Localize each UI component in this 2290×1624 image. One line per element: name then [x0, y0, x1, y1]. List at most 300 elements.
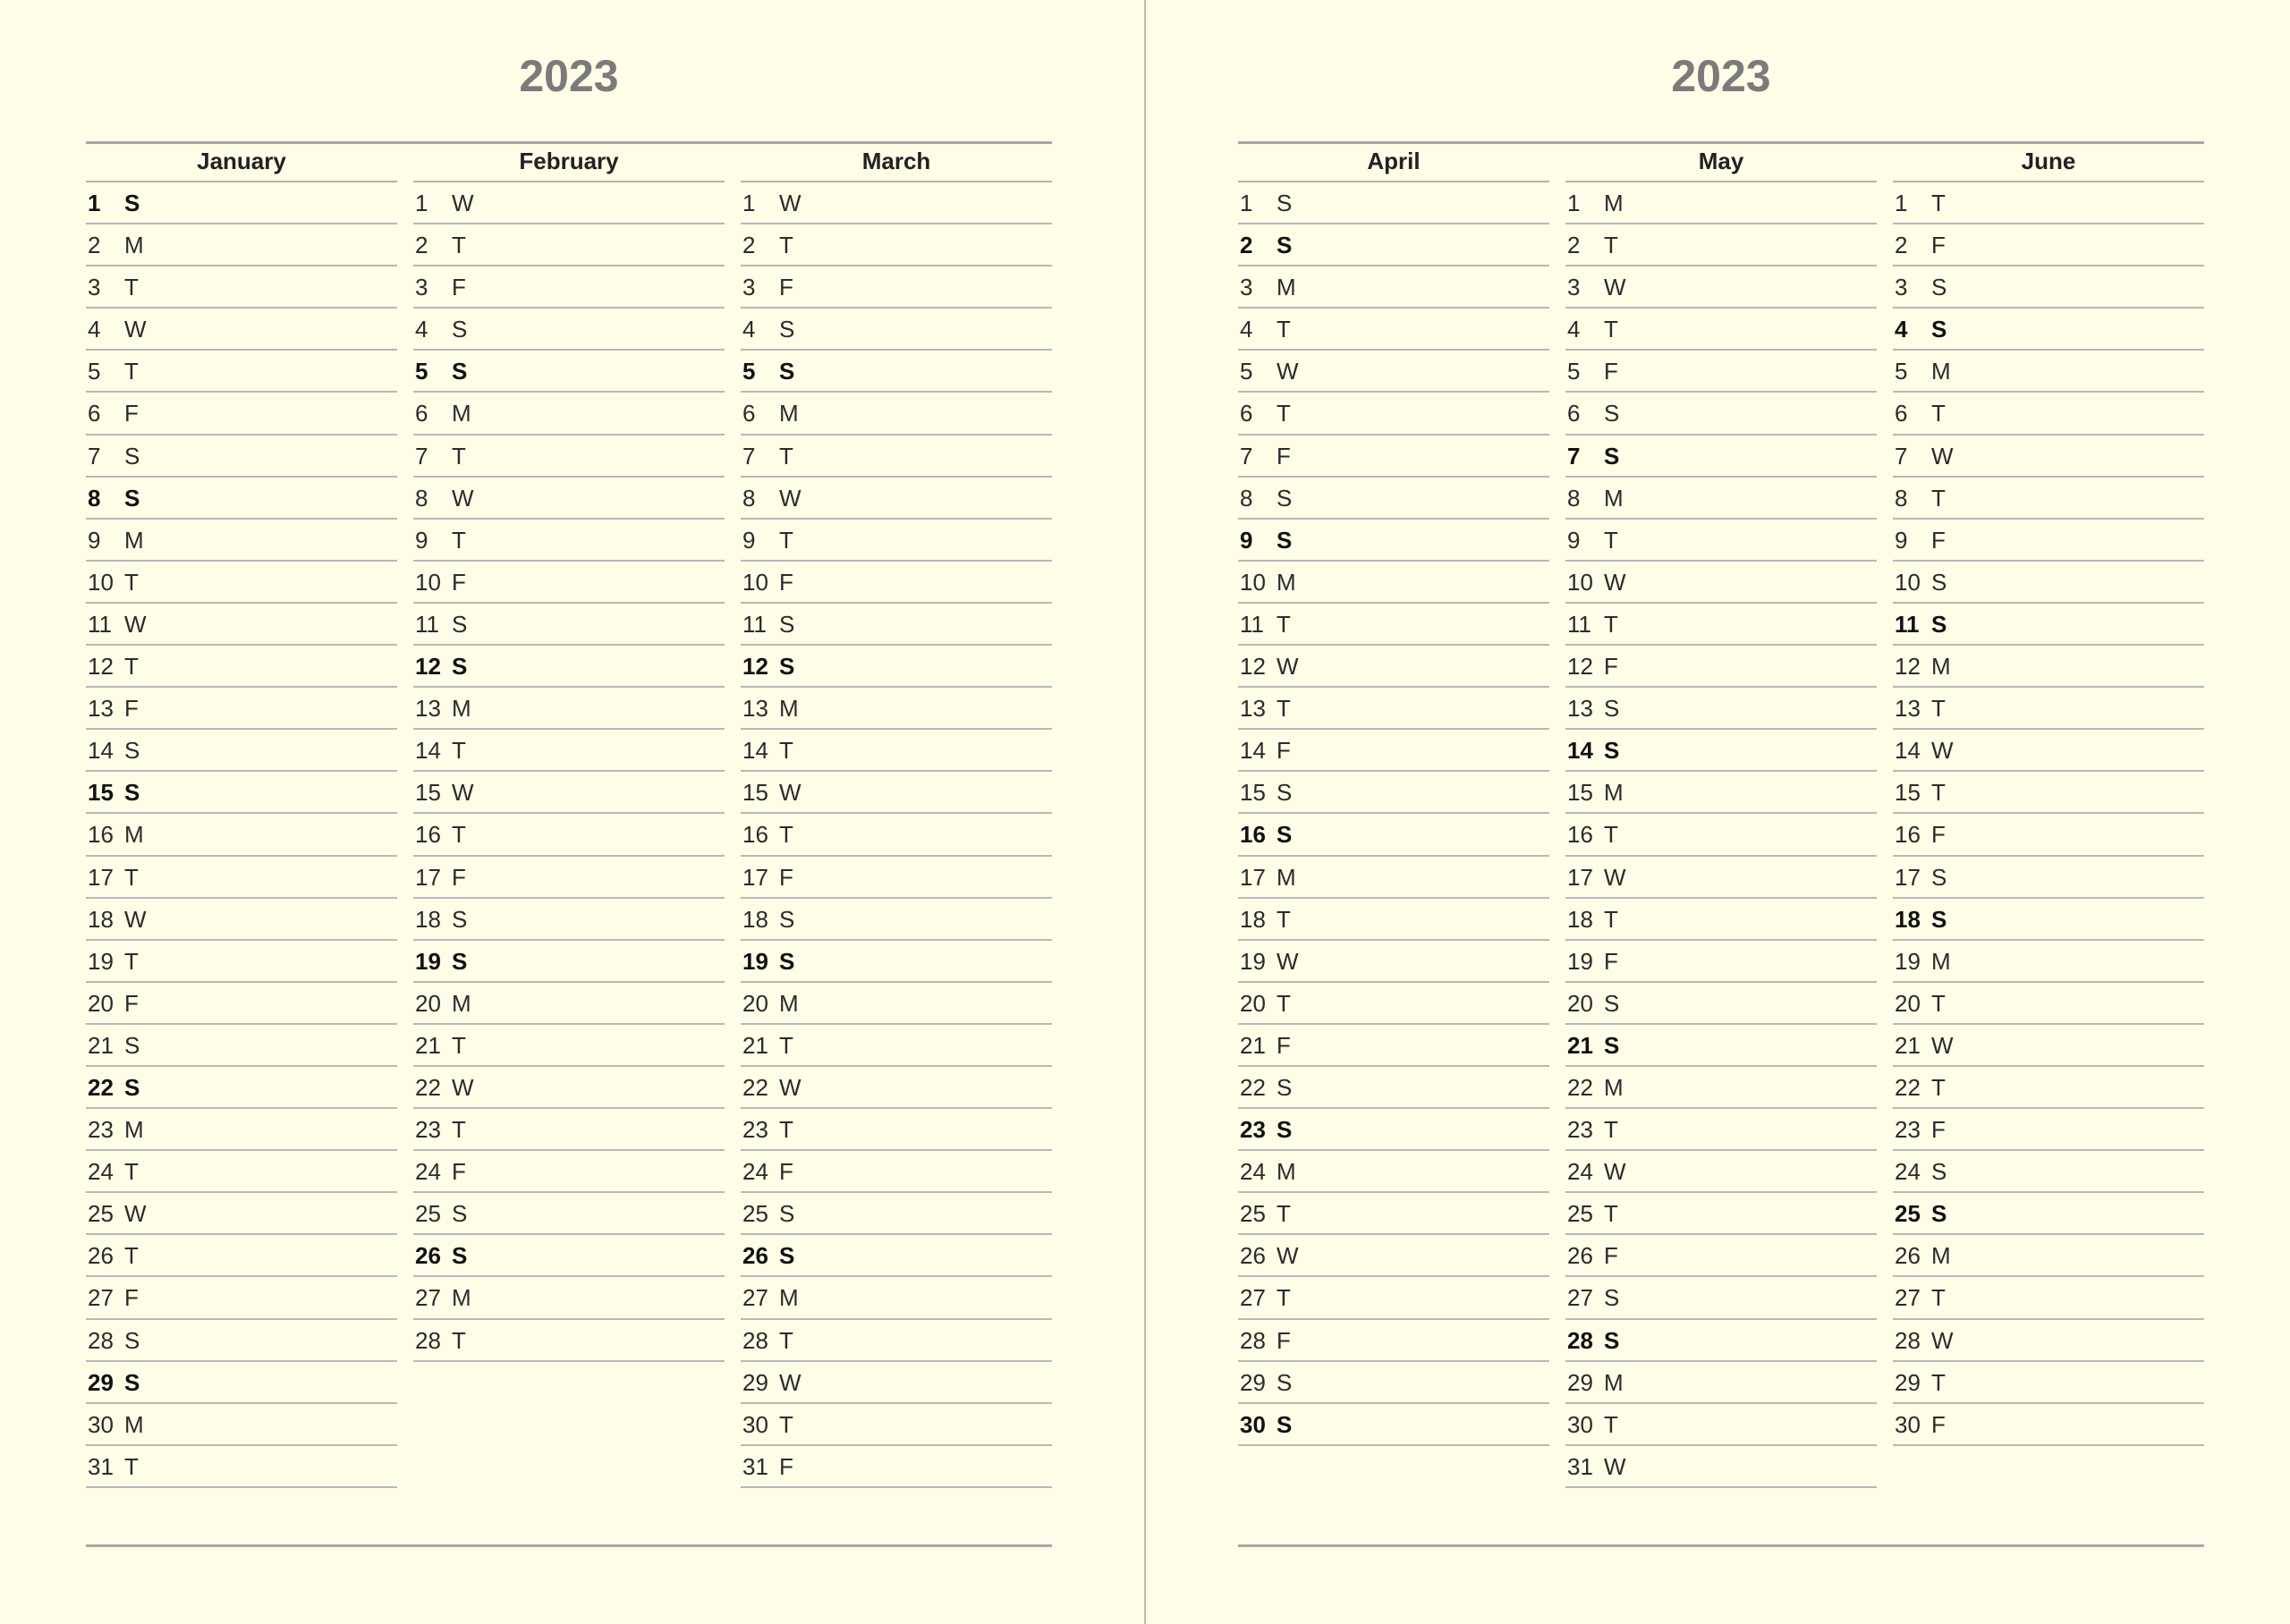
weekday-letter: T — [452, 526, 466, 554]
day-number: 21 — [88, 1031, 114, 1059]
weekday-letter: W — [1276, 653, 1299, 681]
day-list — [413, 182, 725, 1362]
weekday-letter: T — [1931, 989, 1946, 1017]
day-number: 1 — [1240, 190, 1253, 216]
day-row — [1565, 857, 1877, 899]
day-row — [1565, 562, 1877, 604]
day-row — [413, 393, 725, 435]
weekday-letter: S — [124, 190, 140, 216]
day-number: 27 — [415, 1284, 441, 1312]
day-number: 9 — [1895, 526, 1908, 554]
day-row — [1893, 351, 2204, 393]
weekday-letter: T — [1931, 1284, 1946, 1312]
day-number: 28 — [1240, 1326, 1266, 1354]
day-row — [413, 266, 725, 309]
year-title: 2023 — [519, 51, 619, 101]
day-number: 8 — [1567, 484, 1581, 512]
day-number: 21 — [1895, 1031, 1921, 1059]
day-row — [1238, 562, 1549, 604]
weekday-letter: S — [452, 1200, 468, 1228]
day-number: 5 — [415, 358, 428, 385]
day-number: 27 — [88, 1284, 114, 1312]
day-row — [1238, 1277, 1549, 1319]
day-row — [1238, 941, 1549, 983]
weekday-letter: T — [1276, 1200, 1291, 1228]
day-row — [413, 1277, 725, 1319]
weekday-letter: T — [1604, 1116, 1618, 1144]
day-row — [741, 857, 1052, 899]
day-number: 17 — [88, 863, 114, 891]
month-column-june — [1893, 144, 2204, 1446]
day-number: 8 — [1895, 484, 1908, 512]
weekday-letter: S — [779, 947, 795, 975]
day-row — [413, 1235, 725, 1277]
day-row — [1565, 1404, 1877, 1446]
day-number: 16 — [1895, 821, 1921, 849]
day-row — [1893, 941, 2204, 983]
day-number: 23 — [415, 1116, 441, 1144]
weekday-letter: S — [1276, 1073, 1293, 1101]
weekday-letter: T — [452, 737, 466, 765]
day-number: 3 — [1895, 274, 1908, 301]
weekday-letter: F — [779, 863, 793, 891]
weekday-letter: T — [1931, 779, 1946, 807]
weekday-letter: F — [1276, 737, 1291, 765]
weekday-letter: M — [1931, 1242, 1951, 1270]
day-number: 31 — [88, 1452, 114, 1480]
day-list — [1893, 182, 2204, 1446]
day-row — [413, 688, 725, 730]
day-number: 11 — [1895, 610, 1920, 638]
weekday-letter: T — [124, 568, 139, 596]
day-row — [1893, 1404, 2204, 1446]
day-row — [1238, 814, 1549, 856]
day-number: 12 — [415, 653, 441, 681]
weekday-letter: S — [1604, 442, 1620, 469]
day-row — [741, 309, 1052, 351]
day-row — [1565, 520, 1877, 562]
day-number: 31 — [742, 1452, 768, 1480]
day-row — [1893, 436, 2204, 478]
day-number: 25 — [1567, 1200, 1593, 1228]
day-row — [86, 1277, 397, 1319]
day-number: 22 — [415, 1073, 441, 1101]
weekday-letter: F — [1276, 1326, 1291, 1354]
day-number: 8 — [1240, 484, 1253, 512]
weekday-letter: T — [1276, 1284, 1291, 1312]
day-number: 18 — [742, 905, 768, 933]
day-number: 12 — [1895, 653, 1921, 681]
day-row — [1238, 266, 1549, 309]
day-row — [741, 646, 1052, 688]
weekday-letter: W — [1931, 1326, 1954, 1354]
weekday-letter: S — [1931, 568, 1947, 596]
weekday-letter: W — [452, 190, 474, 216]
day-number: 23 — [88, 1116, 114, 1144]
day-row — [1893, 1109, 2204, 1151]
day-row — [413, 857, 725, 899]
day-number: 21 — [742, 1031, 768, 1059]
weekday-letter: S — [1276, 484, 1293, 512]
day-row — [1565, 772, 1877, 814]
weekday-letter: S — [124, 1326, 140, 1354]
day-row — [741, 1446, 1052, 1488]
weekday-letter: M — [1604, 1073, 1624, 1101]
day-row — [86, 1404, 397, 1446]
day-number: 9 — [1240, 526, 1253, 554]
day-number: 3 — [1240, 274, 1253, 301]
day-row — [1893, 393, 2204, 435]
day-number: 27 — [742, 1284, 768, 1312]
day-number: 11 — [415, 610, 439, 638]
weekday-letter: S — [1604, 400, 1620, 427]
day-number: 11 — [88, 610, 112, 638]
weekday-letter: S — [1276, 526, 1293, 554]
weekday-letter: T — [779, 1326, 793, 1354]
day-row — [741, 1067, 1052, 1109]
day-row — [86, 857, 397, 899]
weekday-letter: S — [1931, 316, 1947, 343]
day-number: 29 — [1895, 1368, 1921, 1396]
day-row — [1893, 1193, 2204, 1235]
weekday-letter: T — [1604, 1200, 1618, 1228]
day-row — [1565, 646, 1877, 688]
weekday-letter: T — [1931, 190, 1946, 216]
day-number: 10 — [1240, 568, 1266, 596]
day-row — [1565, 1067, 1877, 1109]
day-row — [1893, 182, 2204, 224]
weekday-letter: T — [779, 526, 793, 554]
day-row — [413, 224, 725, 266]
year-title: 2023 — [1671, 51, 1771, 101]
weekday-letter: F — [779, 1452, 793, 1480]
day-number: 8 — [415, 484, 428, 512]
weekday-letter: T — [124, 947, 139, 975]
day-row — [413, 520, 725, 562]
weekday-letter: W — [1604, 1452, 1626, 1480]
day-number: 13 — [1567, 695, 1593, 723]
day-row — [1893, 646, 2204, 688]
weekday-letter: T — [1931, 695, 1946, 723]
day-number: 16 — [88, 821, 114, 849]
weekday-letter: F — [1276, 442, 1291, 469]
day-number: 23 — [742, 1116, 768, 1144]
day-number: 27 — [1895, 1284, 1921, 1312]
day-number: 2 — [415, 232, 428, 259]
day-number: 28 — [1895, 1326, 1921, 1354]
day-number: 24 — [415, 1158, 441, 1186]
day-number: 7 — [742, 442, 756, 469]
weekday-letter: W — [779, 190, 802, 216]
day-row — [86, 520, 397, 562]
day-number: 19 — [1567, 947, 1593, 975]
weekday-letter: S — [1276, 1368, 1293, 1396]
day-number: 7 — [1567, 442, 1581, 469]
day-number: 17 — [415, 863, 441, 891]
day-number: 9 — [88, 526, 101, 554]
day-number: 24 — [88, 1158, 114, 1186]
weekday-letter: S — [124, 1073, 140, 1101]
day-row — [741, 393, 1052, 435]
weekday-letter: T — [1604, 610, 1618, 638]
day-number: 24 — [1240, 1158, 1266, 1186]
weekday-letter: S — [1604, 989, 1620, 1017]
day-row — [1893, 1235, 2204, 1277]
weekday-letter: F — [452, 568, 466, 596]
day-row — [741, 1404, 1052, 1446]
day-number: 26 — [1895, 1242, 1921, 1270]
weekday-letter: S — [124, 779, 140, 807]
weekday-letter: W — [1931, 1031, 1954, 1059]
day-number: 10 — [1895, 568, 1921, 596]
weekday-letter: F — [124, 695, 139, 723]
day-row — [741, 983, 1052, 1025]
weekday-letter: S — [1931, 1200, 1947, 1228]
day-row — [86, 646, 397, 688]
day-row — [741, 730, 1052, 772]
day-row — [413, 1320, 725, 1362]
day-row — [1893, 983, 2204, 1025]
weekday-letter: T — [1931, 484, 1946, 512]
weekday-letter: T — [1604, 905, 1618, 933]
weekday-letter: T — [779, 1031, 793, 1059]
weekday-letter: S — [124, 1031, 140, 1059]
weekday-letter: W — [124, 1200, 147, 1228]
day-number: 1 — [1895, 190, 1908, 216]
weekday-letter: F — [124, 1284, 139, 1312]
day-row — [741, 351, 1052, 393]
weekday-letter: S — [124, 442, 140, 469]
day-row — [1565, 1025, 1877, 1067]
day-row — [1238, 393, 1549, 435]
day-number: 30 — [88, 1410, 114, 1438]
day-number: 28 — [415, 1326, 441, 1354]
weekday-letter: S — [1931, 274, 1947, 301]
day-number: 25 — [1895, 1200, 1921, 1228]
weekday-letter: W — [1931, 442, 1954, 469]
month-column-may — [1565, 144, 1877, 1488]
day-row — [86, 309, 397, 351]
day-number: 7 — [1895, 442, 1908, 469]
day-row — [1238, 899, 1549, 941]
day-row — [741, 688, 1052, 730]
day-row — [1893, 1151, 2204, 1193]
day-row — [1238, 309, 1549, 351]
weekday-letter: S — [452, 610, 468, 638]
day-row — [86, 688, 397, 730]
weekday-letter: T — [1276, 905, 1291, 933]
day-number: 28 — [88, 1326, 114, 1354]
day-row — [86, 351, 397, 393]
day-row — [1238, 772, 1549, 814]
day-row — [1238, 1235, 1549, 1277]
day-row — [1565, 1151, 1877, 1193]
day-number: 23 — [1895, 1116, 1921, 1144]
weekday-letter: S — [452, 947, 468, 975]
weekday-letter: T — [452, 1031, 466, 1059]
weekday-letter: F — [1931, 232, 1946, 259]
day-number: 25 — [88, 1200, 114, 1228]
weekday-letter: T — [1604, 232, 1618, 259]
day-number: 17 — [742, 863, 768, 891]
day-number: 2 — [1895, 232, 1908, 259]
weekday-letter: F — [779, 568, 793, 596]
day-row — [86, 1151, 397, 1193]
weekday-letter: S — [124, 484, 140, 512]
day-row — [1565, 730, 1877, 772]
day-row — [86, 562, 397, 604]
day-number: 26 — [1240, 1242, 1266, 1270]
day-number: 3 — [1567, 274, 1581, 301]
day-row — [86, 941, 397, 983]
day-number: 12 — [742, 653, 768, 681]
day-number: 19 — [1240, 947, 1266, 975]
day-number: 13 — [415, 695, 441, 723]
day-row — [1893, 309, 2204, 351]
day-number: 17 — [1895, 863, 1921, 891]
left-page — [86, 0, 1052, 1624]
weekday-letter: F — [452, 863, 466, 891]
day-row — [413, 1067, 725, 1109]
day-row — [741, 266, 1052, 309]
weekday-letter: W — [124, 905, 147, 933]
day-number: 14 — [742, 737, 768, 765]
day-number: 1 — [1567, 190, 1581, 216]
day-row — [1893, 562, 2204, 604]
day-row — [741, 604, 1052, 646]
day-row — [1893, 730, 2204, 772]
weekday-letter: T — [1604, 1410, 1618, 1438]
day-number: 30 — [1240, 1410, 1266, 1438]
day-number: 4 — [415, 316, 428, 343]
day-row — [1238, 1025, 1549, 1067]
day-list — [741, 182, 1052, 1488]
weekday-letter: F — [779, 274, 793, 301]
day-number: 6 — [88, 400, 101, 427]
weekday-letter: F — [452, 1158, 466, 1186]
day-row — [86, 1320, 397, 1362]
day-row — [1238, 1362, 1549, 1404]
day-number: 6 — [415, 400, 428, 427]
footer-rule — [86, 1544, 1052, 1547]
day-row — [1238, 351, 1549, 393]
day-row — [1893, 1277, 2204, 1319]
weekday-letter: T — [1276, 316, 1291, 343]
weekday-letter: M — [1604, 779, 1624, 807]
weekday-letter: T — [779, 737, 793, 765]
weekday-letter: F — [124, 400, 139, 427]
day-row — [741, 1109, 1052, 1151]
day-row — [1565, 1277, 1877, 1319]
day-number: 16 — [742, 821, 768, 849]
weekday-letter: M — [452, 989, 471, 1017]
weekday-letter: T — [779, 821, 793, 849]
weekday-letter: T — [124, 1242, 139, 1270]
weekday-letter: T — [1931, 1073, 1946, 1101]
day-row — [1565, 941, 1877, 983]
day-number: 15 — [415, 779, 441, 807]
day-number: 19 — [415, 947, 441, 975]
month-column-february — [413, 144, 725, 1362]
day-row — [86, 1235, 397, 1277]
weekday-letter: T — [124, 1452, 139, 1480]
weekday-letter: S — [779, 653, 795, 681]
day-number: 3 — [742, 274, 756, 301]
weekday-letter: S — [1604, 695, 1620, 723]
weekday-letter: S — [452, 1242, 468, 1270]
day-number: 24 — [1895, 1158, 1921, 1186]
day-number: 12 — [1567, 653, 1593, 681]
day-row — [413, 899, 725, 941]
day-row — [1565, 1109, 1877, 1151]
weekday-letter: S — [1276, 190, 1293, 216]
weekday-letter: S — [1604, 1326, 1620, 1354]
day-row — [1238, 604, 1549, 646]
day-number: 4 — [1567, 316, 1581, 343]
day-number: 20 — [742, 989, 768, 1017]
day-row — [741, 941, 1052, 983]
day-number: 10 — [1567, 568, 1593, 596]
day-row — [413, 436, 725, 478]
day-number: 17 — [1240, 863, 1266, 891]
weekday-letter: F — [1604, 653, 1618, 681]
day-row — [1893, 857, 2204, 899]
weekday-letter: S — [124, 1368, 140, 1396]
day-number: 15 — [1895, 779, 1921, 807]
weekday-letter: M — [452, 695, 471, 723]
day-number: 1 — [88, 190, 101, 216]
day-number: 7 — [88, 442, 101, 469]
day-row — [1565, 182, 1877, 224]
weekday-letter: M — [779, 400, 799, 427]
day-row — [413, 1025, 725, 1067]
day-row — [741, 1151, 1052, 1193]
weekday-letter: T — [452, 232, 466, 259]
day-number: 20 — [1567, 989, 1593, 1017]
day-row — [741, 1235, 1052, 1277]
day-row — [86, 1362, 397, 1404]
weekday-letter: M — [1276, 863, 1296, 891]
day-number: 3 — [415, 274, 428, 301]
weekday-letter: W — [1604, 1158, 1626, 1186]
day-row — [1565, 478, 1877, 520]
month-name: April — [1238, 144, 1549, 182]
day-number: 10 — [88, 568, 114, 596]
weekday-letter: T — [779, 1116, 793, 1144]
day-number: 16 — [415, 821, 441, 849]
day-row — [741, 1362, 1052, 1404]
month-name: May — [1565, 144, 1877, 182]
day-row — [86, 814, 397, 856]
weekday-letter: M — [1276, 1158, 1296, 1186]
day-row — [1238, 1109, 1549, 1151]
weekday-letter: F — [1931, 1116, 1946, 1144]
weekday-letter: S — [452, 653, 468, 681]
day-number: 29 — [88, 1368, 114, 1396]
day-row — [413, 562, 725, 604]
day-row — [1565, 1362, 1877, 1404]
day-number: 24 — [742, 1158, 768, 1186]
day-list — [86, 182, 397, 1488]
weekday-letter: T — [779, 1410, 793, 1438]
day-row — [1893, 814, 2204, 856]
weekday-letter: M — [779, 1284, 799, 1312]
footer-rule — [1238, 1544, 2204, 1547]
day-row — [1893, 688, 2204, 730]
day-row — [1565, 351, 1877, 393]
weekday-letter: W — [1276, 947, 1299, 975]
weekday-letter: W — [779, 779, 802, 807]
